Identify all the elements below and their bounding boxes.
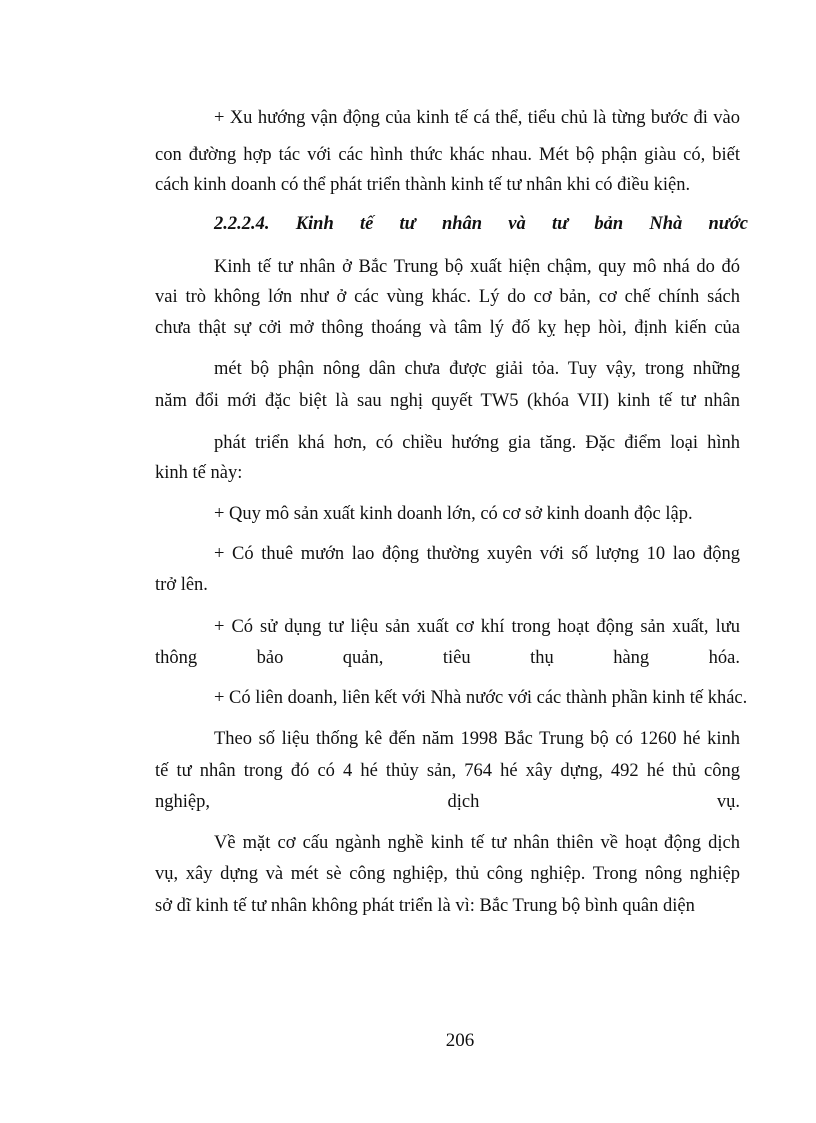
bullet-line: + Có thuê mướn lao động thường xuyên với số lượng 10 lao động: [214, 544, 740, 564]
paragraph-line: Theo số liệu thống kê đến năm 1998 Bắc Trung bộ có 1260 hé kinh: [214, 729, 740, 749]
bullet-line: thông bảo quản, tiêu thụ hàng hóa.: [155, 648, 740, 668]
bullet-line: trở lên.: [155, 575, 208, 595]
paragraph-line: Về mặt cơ cấu ngành nghề kinh tế tư nhân thiên về hoạt động dịch: [214, 833, 740, 853]
paragraph-line: tế tư nhân trong đó có 4 hé thủy sản, 764 hé xây dựng, 492 hé thủ công: [155, 761, 740, 781]
section-heading: 2.2.2.4. Kinh tế tư nhân và tư bản Nhà nước: [214, 214, 748, 234]
bullet-line: + Có sử dụng tư liệu sản xuất cơ khí trong hoạt động sản xuất, lưu: [214, 617, 740, 637]
page-number: 206: [445, 1030, 475, 1051]
paragraph-line: năm đổi mới đặc biệt là sau nghị quyết TW5 (khóa VII) kinh tế tư nhân: [155, 391, 740, 411]
paragraph-line: + Xu hướng vận động của kinh tế cá thể, tiểu chủ là từng bước đi vào: [214, 108, 740, 128]
bullet-line: + Quy mô sản xuất kinh doanh lớn, có cơ sở kinh doanh độc lập.: [214, 504, 693, 524]
paragraph-line: vụ, xây dựng và mét sè công nghiệp, thủ công nghiệp. Trong nông nghiệp: [155, 864, 740, 884]
paragraph-line: phát triển khá hơn, có chiều hướng gia tăng. Đặc điểm loại hình: [214, 433, 740, 453]
paragraph-line: kinh tế này:: [155, 463, 243, 483]
paragraph-line: con đường hợp tác với các hình thức khác nhau. Mét bộ phận giàu có, biết: [155, 145, 740, 165]
paragraph-line: vai trò không lớn như ở các vùng khác. Lý do cơ bản, cơ chế chính sách: [155, 287, 740, 307]
paragraph-line: mét bộ phận nông dân chưa được giải tỏa. Tuy vậy, trong những: [214, 359, 740, 379]
paragraph-line: chưa thật sự cởi mở thông thoáng và tâm lý đố kỵ hẹp hòi, định kiến của: [155, 318, 740, 338]
paragraph-line: Kinh tế tư nhân ở Bắc Trung bộ xuất hiện chậm, quy mô nhá do đó: [214, 257, 740, 277]
paragraph-line: nghiệp, dịch vụ.: [155, 792, 740, 812]
paragraph-line: cách kinh doanh có thể phát triển thành kinh tế tư nhân khi có điều kiện.: [155, 175, 691, 195]
bullet-line: + Có liên doanh, liên kết với Nhà nước với các thành phần kinh tế khác.: [214, 688, 748, 708]
paragraph-line: sở dĩ kinh tế tư nhân không phát triển là vì: Bắc Trung bộ bình quân diện: [155, 896, 695, 916]
